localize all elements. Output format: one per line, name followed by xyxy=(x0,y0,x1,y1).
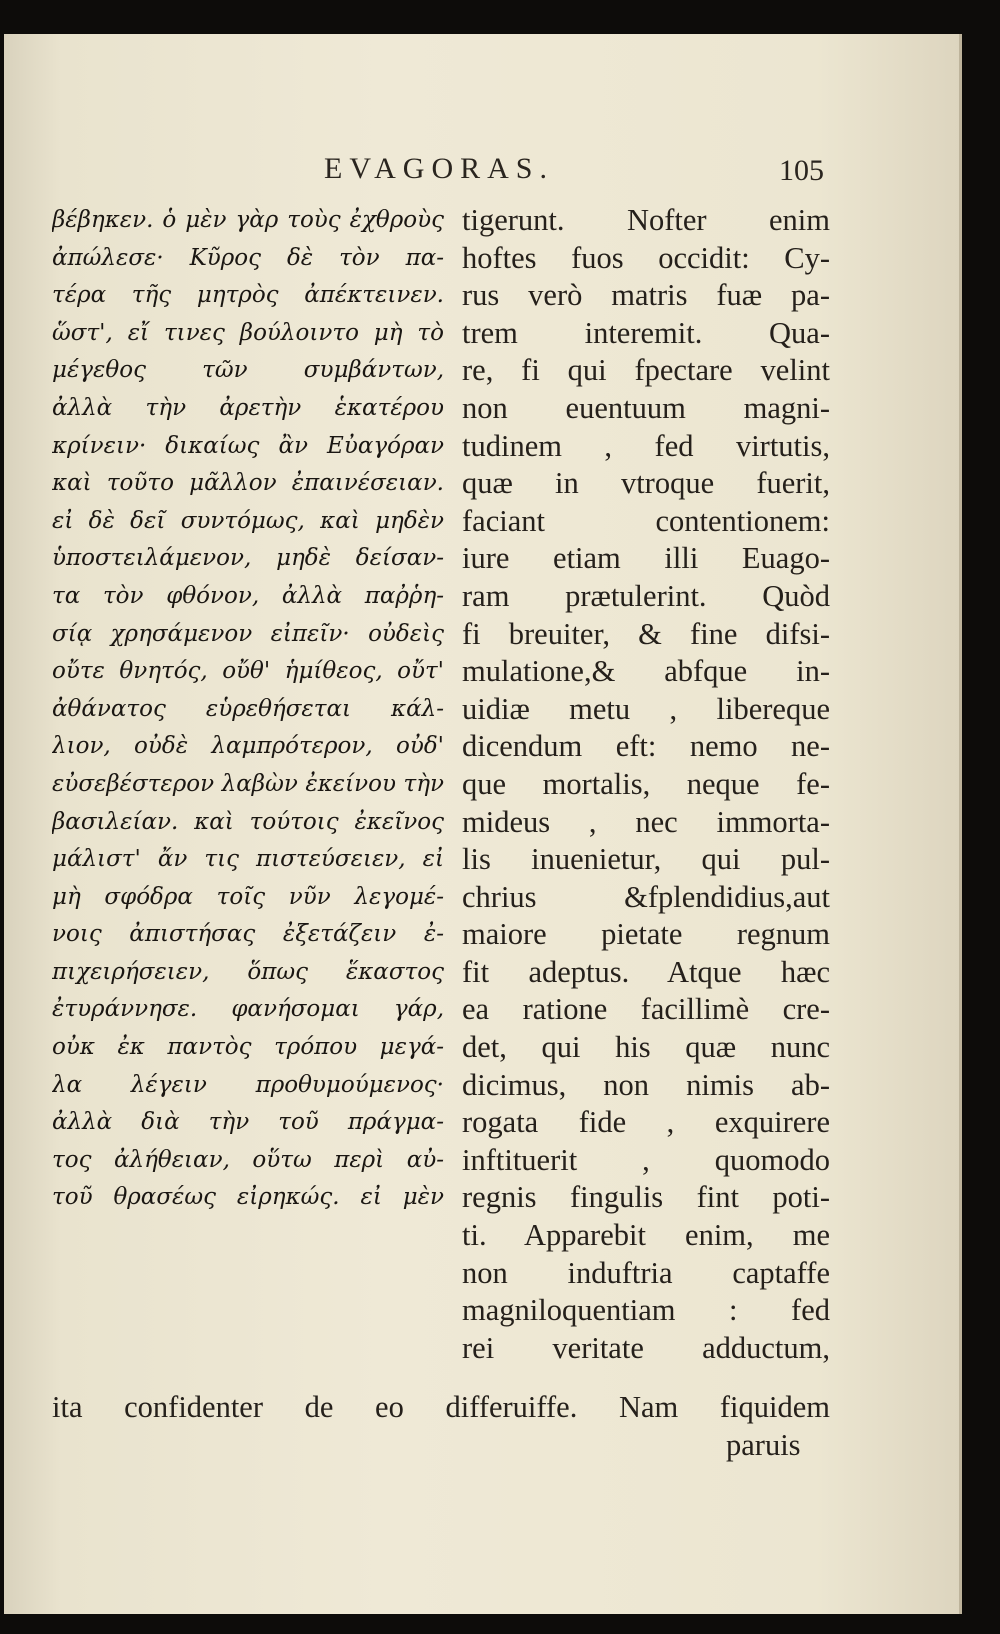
latin-text-line: dicendum eft: nemo ne- xyxy=(462,729,830,764)
latin-text-column xyxy=(462,202,830,1367)
latin-text-line: dicimus, non nimis ab- xyxy=(462,1067,830,1102)
greek-text-line: οὐκ ἐκ παντὸς τρόπου μεγά- xyxy=(52,1034,444,1061)
latin-text-line: uidiæ metu , libereque xyxy=(462,691,830,726)
latin-text-line: que mortalis, neque fe- xyxy=(462,766,830,801)
latin-text-line: mideus , nec immorta- xyxy=(462,804,830,839)
latin-text-line: regnis fingulis fint poti- xyxy=(462,1180,830,1215)
latin-text-line: non induftria captaffe xyxy=(462,1255,830,1290)
full-width-text-line: ita confidenter de eo differuiffe. Nam fiquidem xyxy=(52,1390,830,1424)
greek-text-line: μὴ σφόδρα τοῖς νῦν λεγομέ- xyxy=(52,883,444,910)
greek-text-line: ἀπώλεσε· Κῦρος δὲ τὸν πα- xyxy=(52,244,444,271)
greek-text-line: εὐσεβέστερον λαβὼν ἐκείνου τὴν xyxy=(52,770,444,797)
page-header xyxy=(4,152,962,192)
greek-text-line: ἀθάνατος εὑρεθήσεται κάλ- xyxy=(52,695,444,722)
greek-text-column xyxy=(52,202,444,1217)
greek-text-line: λα λέγειν προθυμούμενος· xyxy=(52,1071,444,1098)
greek-text-line: λιον, οὐδὲ λαμπρότερον, οὐδ' xyxy=(52,733,444,760)
latin-text-line: fi breuiter, & fine difsi- xyxy=(462,616,830,651)
greek-text-line: σίᾳ χρησάμενον εἰπεῖν· οὐδεὶς xyxy=(52,620,444,647)
latin-text-line: faciant contentionem: xyxy=(462,503,830,538)
latin-text-line: rus verò matris fuæ pa- xyxy=(462,278,830,313)
latin-text-line: rogata fide , exquirere xyxy=(462,1105,830,1140)
latin-text-line: rei veritate adductum, xyxy=(462,1330,830,1365)
latin-text-line: fit adeptus. Atque hæc xyxy=(462,954,830,989)
latin-text-line: ti. Apparebit enim, me xyxy=(462,1218,830,1253)
greek-text-line: ὥστ', εἴ τινες βούλοιντο μὴ τὸ xyxy=(52,319,444,346)
latin-text-line: chrius &fplendidius,aut xyxy=(462,879,830,914)
greek-text-line: οὔτε θνητός, οὔθ' ἡμίθεος, οὔτ' xyxy=(52,658,444,685)
latin-text-line: quæ in vtroque fuerit, xyxy=(462,466,830,501)
latin-text-line: inftituerit , quomodo xyxy=(462,1142,830,1177)
greek-text-line: τοῦ θρασέως εἰρηκώς. εἰ μὲν xyxy=(52,1184,444,1211)
catchword: paruis xyxy=(726,1428,801,1462)
latin-text-line: re, fi qui fpectare velint xyxy=(462,353,830,388)
book-page xyxy=(4,34,962,1614)
latin-text-line: iure etiam illi Euago- xyxy=(462,541,830,576)
latin-text-line: lis inuenietur, qui pul- xyxy=(462,842,830,877)
latin-text-line: magniloquentiam : fed xyxy=(462,1293,830,1328)
greek-text-line: νοις ἀπιστήσας ἐξετάζειν ἐ- xyxy=(52,921,444,948)
greek-text-line: ἐτυράννησε. φανήσομαι γάρ, xyxy=(52,996,444,1023)
latin-text-line: maiore pietate regnum xyxy=(462,917,830,952)
running-head: EVAGORAS. xyxy=(324,152,554,185)
latin-text-line: mulatione,& abfque in- xyxy=(462,654,830,689)
page-number: 105 xyxy=(779,154,824,187)
greek-text-line: βέβηκεν. ὁ μὲν γὰρ τοὺς ἐχθροὺς xyxy=(52,207,444,233)
greek-text-line: τα τὸν φθόνον, ἀλλὰ παῤῥη- xyxy=(52,582,444,609)
latin-text-line: det, qui his quæ nunc xyxy=(462,1030,830,1065)
latin-text-line: non euentuum magni- xyxy=(462,390,830,425)
latin-text-line: ea ratione facillimè cre- xyxy=(462,992,830,1027)
greek-text-line: ἀλλὰ τὴν ἀρετὴν ἑκατέρου xyxy=(52,394,444,421)
latin-text-line: hoftes fuos occidit: Cy- xyxy=(462,240,830,275)
greek-text-line: εἰ δὲ δεῖ συντόμως, καὶ μηδὲν xyxy=(52,507,444,534)
latin-text-line: ram prætulerint. Quòd xyxy=(462,578,830,613)
greek-text-line: κρίνειν· δικαίως ἂν Εὐαγόραν xyxy=(52,432,444,459)
latin-text-line: trem interemit. Qua- xyxy=(462,315,830,350)
latin-text-line: tudinem , fed virtutis, xyxy=(462,428,830,463)
greek-text-line: ὑποστειλάμενον, μηδὲ δείσαν- xyxy=(52,545,444,572)
greek-text-line: ἀλλὰ διὰ τὴν τοῦ πράγμα- xyxy=(52,1109,444,1136)
greek-text-line: πιχειρήσειεν, ὅπως ἕκαστος xyxy=(52,958,444,985)
greek-text-line: τέρα τῆς μητρὸς ἀπέκτεινεν. xyxy=(52,282,444,309)
greek-text-line: μέγεθος τῶν συμβάντων, xyxy=(52,357,444,384)
latin-text-line: tigerunt. Nofter enim xyxy=(462,203,830,237)
greek-text-line: μάλιστ' ἄν τις πιστεύσειεν, εἰ xyxy=(52,846,444,873)
greek-text-line: καὶ τοῦτο μᾶλλον ἐπαινέσειαν. xyxy=(52,470,444,497)
greek-text-line: βασιλείαν. καὶ τούτοις ἐκεῖνος xyxy=(52,808,444,835)
greek-text-line: τος ἀλήθειαν, οὕτω περὶ αὐ- xyxy=(52,1146,444,1173)
